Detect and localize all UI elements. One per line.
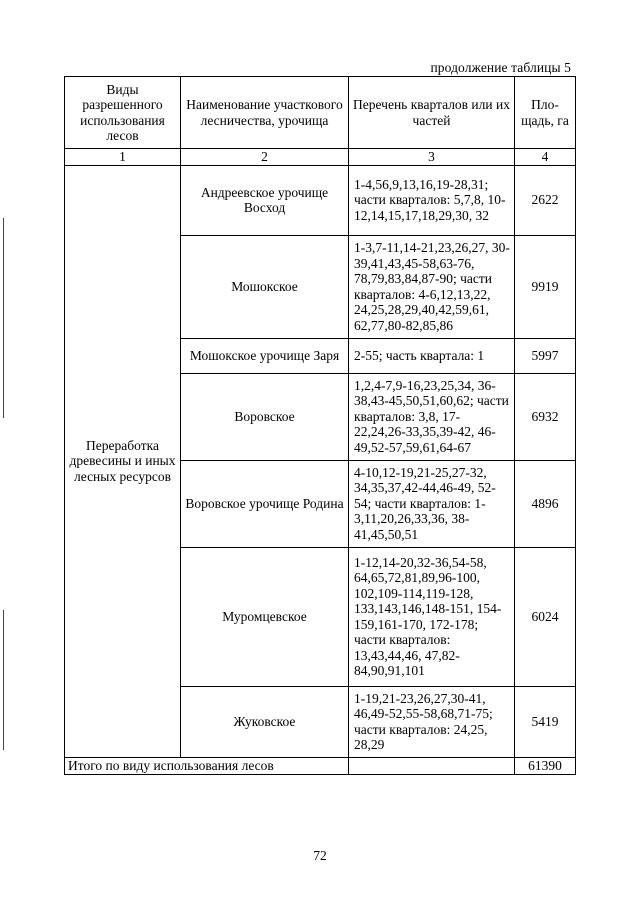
header-forestry-name: Наименование участкового лесничества, урочища [181, 77, 349, 149]
area-cell: 4896 [515, 460, 576, 547]
column-number: 4 [515, 149, 576, 166]
column-number: 2 [181, 149, 349, 166]
header-use-type: Виды разрешенного использования лесов [65, 77, 181, 149]
header-quarters: Перечень кварталов или их частей [349, 77, 515, 149]
use-type-cell: Переработка древесины и иных лесных ресурсов [65, 165, 181, 757]
forestry-name-cell: Воровское урочище Родина [181, 460, 349, 547]
quarters-cell: 1,2,4-7,9-16,23,25,34, 36-38,43-45,50,51,60,62; части кварталов: 3,8, 17-22,24,26-33,35,39-42, 46-49,52-57,59,61,64-67 [349, 373, 515, 460]
area-cell: 6932 [515, 373, 576, 460]
forest-use-table [64, 76, 576, 775]
quarters-cell: 2-55; часть квартала: 1 [349, 338, 515, 373]
header-area: Пло-щадь, га [515, 77, 576, 149]
page-number: 72 [313, 848, 327, 863]
quarters-cell: 1-3,7-11,14-21,23,26,27, 30-39,41,43,45-58,63-76, 78,79,83,84,87-90; части кварталов: 4-6,12,13,22, 24,25,28,29,40,42,59,61, 62,77,80-82,85,86 [349, 235, 515, 338]
table-header-row [65, 77, 576, 149]
scan-edge-mark [3, 218, 4, 418]
column-number: 1 [65, 149, 181, 166]
area-cell: 5419 [515, 686, 576, 757]
quarters-cell: 1-12,14-20,32-36,54-58, 64,65,72,81,89,96-100, 102,109-114,119-128, 133,143,146,148-151, 154-159,161-170, 172-178; части кварталов: 13,43,44,46, 47,82-84,90,91,101 [349, 547, 515, 686]
total-quarters-cell [349, 757, 515, 774]
forestry-name-cell: Муромцевское [181, 547, 349, 686]
scan-edge-mark [3, 610, 4, 750]
area-cell: 5997 [515, 338, 576, 373]
forestry-name-cell: Андреевское урочище Восход [181, 165, 349, 235]
total-row [65, 757, 576, 774]
forestry-name-cell: Мошокское [181, 235, 349, 338]
quarters-cell: 1-4,56,9,13,16,19-28,31; части кварталов: 5,7,8, 10-12,14,15,17,18,29,30, 32 [349, 165, 515, 235]
total-area: 61390 [515, 757, 576, 774]
column-number: 3 [349, 149, 515, 166]
quarters-cell: 4-10,12-19,21-25,27-32, 34,35,37,42-44,46-49, 52-54; части кварталов: 1-3,11,20,26,33,36, 38-41,45,50,51 [349, 460, 515, 547]
area-cell: 2622 [515, 165, 576, 235]
table-continuation-caption: продолжение таблицы 5 [430, 60, 571, 75]
area-cell: 9919 [515, 235, 576, 338]
forestry-name-cell: Мошокское урочище Заря [181, 338, 349, 373]
column-number-row [65, 149, 576, 166]
forestry-name-cell: Жуковское [181, 686, 349, 757]
table-row [65, 165, 576, 235]
area-cell: 6024 [515, 547, 576, 686]
forestry-name-cell: Воровское [181, 373, 349, 460]
quarters-cell: 1-19,21-23,26,27,30-41, 46,49-52,55-58,68,71-75; части кварталов: 24,25, 28,29 [349, 686, 515, 757]
total-label: Итого по виду использования лесов [65, 757, 349, 774]
